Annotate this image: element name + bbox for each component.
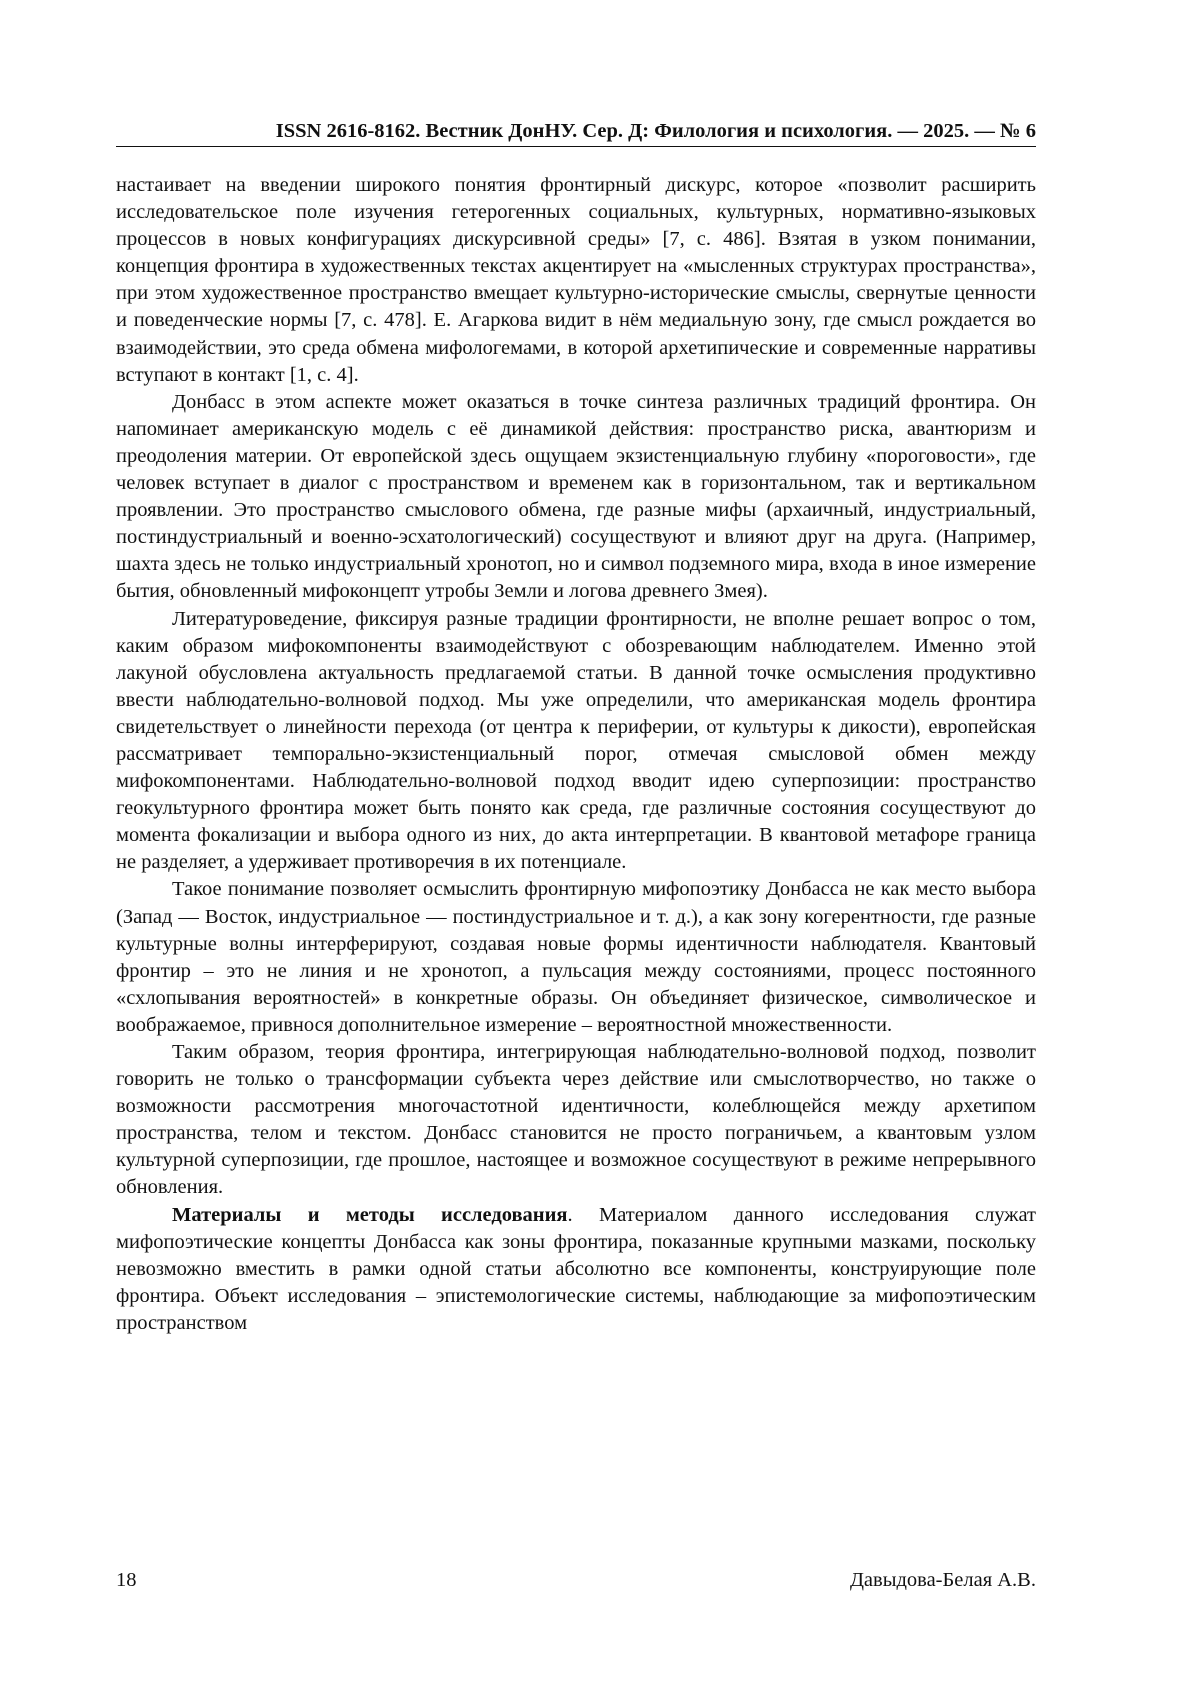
- footer-author: Давыдова-Белая А.В.: [849, 1569, 1036, 1591]
- page-number: 18: [116, 1569, 137, 1591]
- paragraph-methods: [116, 1202, 1036, 1337]
- article-body: [116, 172, 1036, 1337]
- methods-text: . Материалом данного исследования служат мифопоэтические концепты Донбасса как зоны фронтира, показанные крупными мазками, поскольку невозможно вместить в рамки одной статьи абсолютно все компоненты, конструирующие поле фронтира. Объект исследования – эпистемологические системы, наблюдающие за мифопоэтическим пространством: [116, 1203, 1036, 1334]
- paragraph-3: Литературоведение, фиксируя разные традиции фронтирности, не вполне решает вопрос о том, каким образом мифокомпоненты взаимодействуют с обозревающим наблюдателем. Именно этой лакуной обусловлена актуальность предлагаемой статьи. В данной точке осмысления продуктивно ввести наблюдательно-волновой подход. Мы уже определили, что американская модель фронтира свидетельствует о линейности перехода (от центра к периферии, от культуры к дикости), европейская рассматривает темпорально-экзистенциальный порог, отмечая смысловой обмен между мифокомпонентами. Наблюдательно-волновой подход вводит идею суперпозиции: пространство геокультурного фронтира может быть понято как среда, где различные состояния сосуществуют до момента фокализации и выбора одного из них, до акта интерпретации. В квантовой метафоре граница не разделяет, а удерживает противоречия в их потенциале.: [116, 607, 1036, 874]
- paragraph-5: Таким образом, теория фронтира, интегрирующая наблюдательно-волновой подход, позволит говорить не только о трансформации субъекта через действие или смыслотворчество, но также о возможности рассмотрения многочастотной идентичности, колеблющейся между архетипом пространства, телом и текстом. Донбасс становится не просто пограничьем, а квантовым узлом культурной суперпозиции, где прошлое, настоящее и возможное сосуществуют в режиме непрерывного обновления.: [116, 1041, 1036, 1199]
- paragraph-2: Донбасс в этом аспекте может оказаться в точке синтеза различных традиций фронтира. Он напоминает американскую модель с её динамикой действия: пространство риска, авантюризм и преодоления материи. От европейской здесь ощущаем экзистенциальную глубину «пороговости», где человек вступает в диалог с пространством и временем как в горизонтальном, так и вертикальном проявлении. Это пространство смыслового обмена, где разные мифы (архаичный, индустриальный, постиндустриальный и военно-эсхатологический) сосуществуют и влияют друг на друга. (Например, шахта здесь не только индустриальный хронотоп, но и символ подземного мира, входа в иное измерение бытия, обновленный мифоконцепт утробы Земли и логова древнего Змея).: [116, 390, 1036, 603]
- paragraph-1: настаивает на введении широкого понятия фронтирный дискурс, которое «позволит расширить исследовательское поле изучения гетерогенных социальных, культурных, нормативно-языковых процессов в новых конфигурациях дискурсивной среды» [7, с. 486]. Взятая в узком понимании, концепция фронтира в художественных текстах акцентирует на «мысленных структурах пространства», при этом художественное пространство вмещает культурно-исторические смыслы, свернутые ценности и поведенческие нормы [7, с. 478]. Е. Агаркова видит в нём медиальную зону, где смысл рождается во взаимодействии, это среда обмена мифологемами, в которой архетипические и современные нарративы вступают в контакт [1, с. 4].: [116, 174, 1036, 386]
- methods-heading: Материалы и методы исследования: [172, 1203, 568, 1226]
- header-divider: [116, 146, 1036, 147]
- paragraph-4: Такое понимание позволяет осмыслить фронтирную мифопоэтику Донбасса не как место выбора (Запад — Восток, индустриальное — постиндустриальное и т. д.), а как зону когерентности, где разные культурные волны интерферируют, создавая новые формы идентичности наблюдателя. Квантовый фронтир – это не линия и не хронотоп, а пульсация между состояниями, процесс постоянного «схлопывания вероятностей» в конкретные образы. Он объединяет физическое, символическое и воображаемое, привнося дополнительное измерение – вероятностной множественности.: [116, 878, 1036, 1036]
- journal-header: ISSN 2616-8162. Вестник ДонНУ. Сер. Д: Филология и психология. — 2025. — № 6: [275, 120, 1036, 142]
